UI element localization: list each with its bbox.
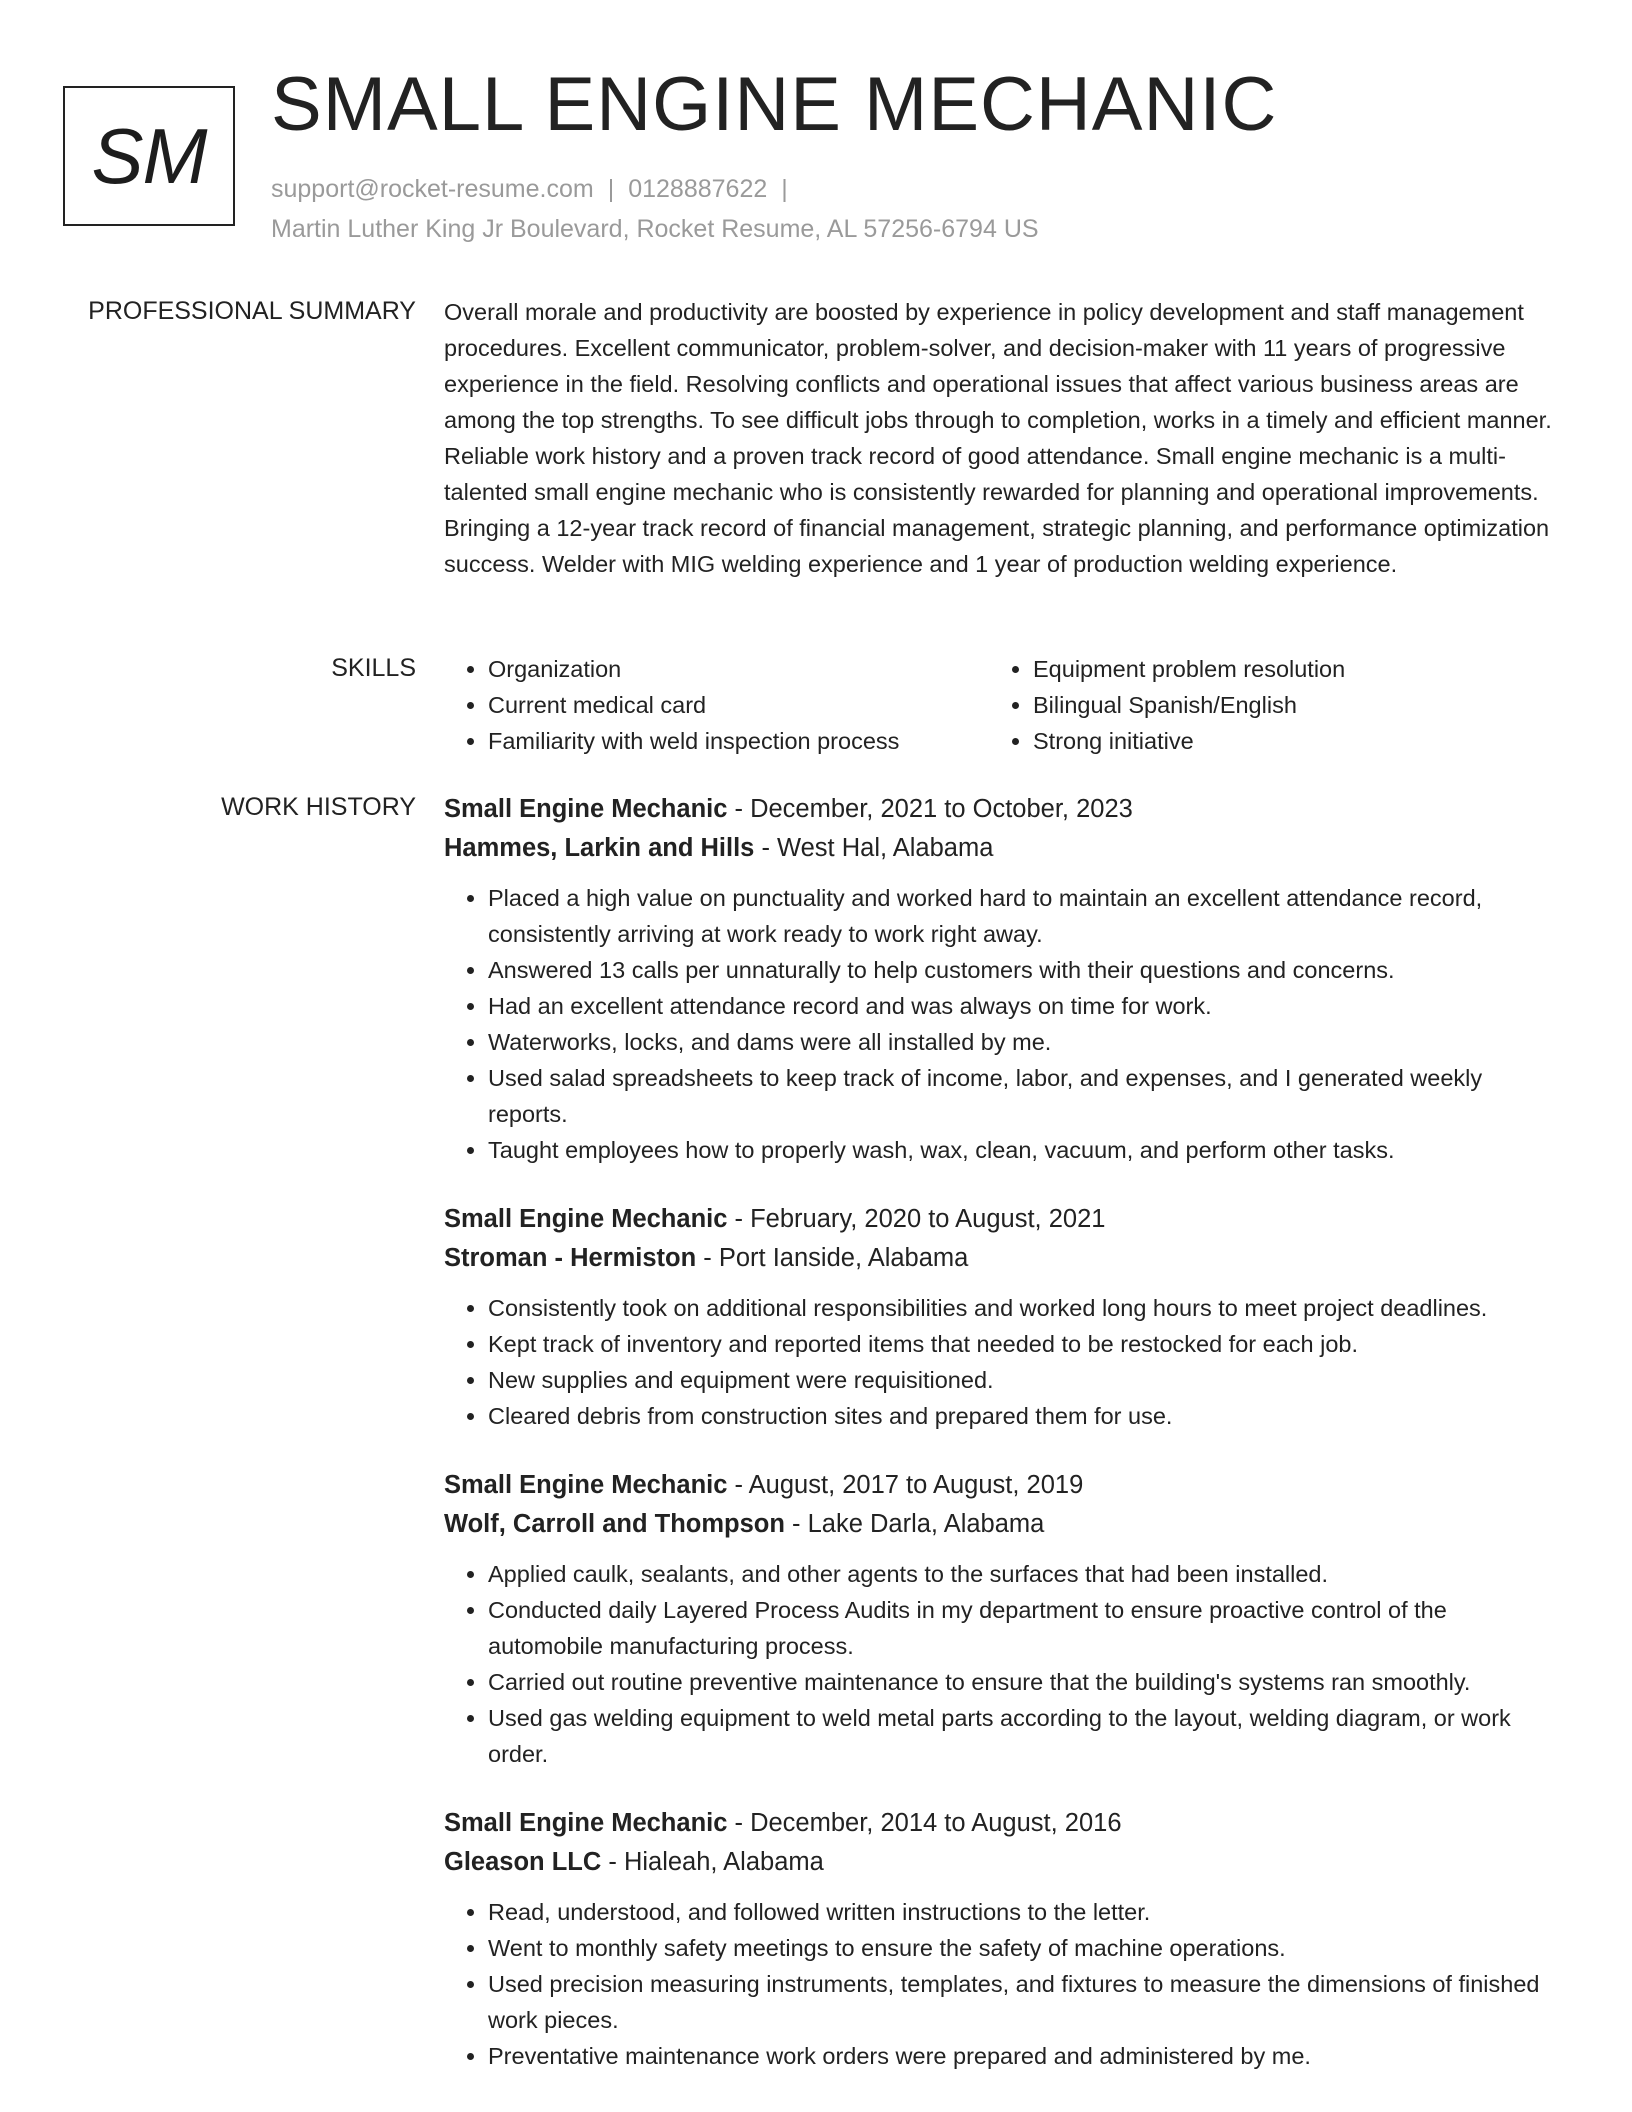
job-title-line (444, 1466, 1556, 1505)
skill-item: • Bilingual Spanish/English (1033, 687, 1534, 723)
skills-body (444, 651, 1556, 759)
job-duties (444, 1290, 1556, 1434)
duty-item: • Had an excellent attendance record and was always on time for work. (488, 988, 1556, 1024)
resume-header (63, 60, 1563, 260)
skills-heading: SKILLS (331, 654, 416, 682)
summary-body (444, 294, 1556, 582)
skill-item: • Strong initiative (1033, 723, 1534, 759)
skill-item: • Organization (488, 651, 989, 687)
address-line: Martin Luther King Jr Boulevard, Rocket Resume, AL 57256-6794 US (271, 215, 1039, 243)
job-company: Hammes, Larkin and Hills (444, 834, 755, 862)
phone-number[interactable]: 0128887622 (628, 175, 768, 203)
contact-separator: | (607, 175, 615, 203)
job-entry (444, 1200, 1556, 1434)
job-role: Small Engine Mechanic (444, 1471, 728, 1499)
job-duties (444, 1556, 1556, 1772)
duty-item: • Went to monthly safety meetings to ensure the safety of machine operations. (488, 1930, 1556, 1966)
work-history-heading: WORK HISTORY (221, 793, 416, 821)
duty-item: • Used precision measuring instruments, templates, and fixtures to measure the dimensions of finished work pieces. (488, 1966, 1556, 2038)
job-company: Stroman - Hermiston (444, 1244, 697, 1272)
job-role: Small Engine Mechanic (444, 1809, 728, 1837)
job-dates: - August, 2017 to August, 2019 (727, 1471, 1084, 1499)
job-location: - Lake Darla, Alabama (784, 1510, 1045, 1538)
skill-item: • Current medical card (488, 687, 989, 723)
job-role: Small Engine Mechanic (444, 795, 728, 823)
job-company-line (444, 1239, 1556, 1278)
duty-item: • Conducted daily Layered Process Audits in my department to ensure proactive control of the automobile manufacturing process. (488, 1592, 1556, 1664)
job-location: - Hialeah, Alabama (601, 1848, 824, 1876)
duty-item: • Answered 13 calls per unnaturally to help customers with their questions and concerns. (488, 952, 1556, 988)
email-link[interactable]: support@rocket-resume.com (271, 175, 594, 203)
job-dates: - February, 2020 to August, 2021 (727, 1205, 1106, 1233)
skills-list-right (989, 651, 1534, 759)
monogram-logo: SM (63, 86, 235, 226)
job-dates: - December, 2021 to October, 2023 (727, 795, 1133, 823)
duty-item: • Taught employees how to properly wash, wax, clean, vacuum, and perform other tasks. (488, 1132, 1556, 1168)
job-duties (444, 880, 1556, 1168)
duty-item: • Preventative maintenance work orders were prepared and administered by me. (488, 2038, 1556, 2074)
skill-item: • Familiarity with weld inspection process (488, 723, 989, 759)
duty-item: • Consistently took on additional responsibilities and worked long hours to meet project deadlines. (488, 1290, 1556, 1326)
job-duties (444, 1894, 1556, 2074)
job-company-line (444, 829, 1556, 868)
duty-item: • Read, understood, and followed written instructions to the letter. (488, 1894, 1556, 1930)
job-company: Gleason LLC (444, 1848, 602, 1876)
job-dates: - December, 2014 to August, 2016 (727, 1809, 1122, 1837)
duty-item: • Kept track of inventory and reported items that needed to be restocked for each job. (488, 1326, 1556, 1362)
contact-separator: | (781, 175, 788, 203)
job-location: - Port Ianside, Alabama (696, 1244, 969, 1272)
job-company: Wolf, Carroll and Thompson (444, 1510, 785, 1538)
duty-item: • New supplies and equipment were requisitioned. (488, 1362, 1556, 1398)
job-entry (444, 1466, 1556, 1772)
duty-item: • Used salad spreadsheets to keep track of income, labor, and expenses, and I generated weekly reports. (488, 1060, 1556, 1132)
duty-item: • Carried out routine preventive maintenance to ensure that the building's systems ran smoothly. (488, 1664, 1556, 1700)
duty-item: • Waterworks, locks, and dams were all installed by me. (488, 1024, 1556, 1060)
job-entry (444, 790, 1556, 1168)
job-title-line (444, 1804, 1556, 1843)
job-title-line (444, 790, 1556, 829)
duty-item: • Applied caulk, sealants, and other agents to the surfaces that had been installed. (488, 1556, 1556, 1592)
work-history-body (444, 790, 1556, 2106)
job-location: - West Hal, Alabama (754, 834, 994, 862)
summary-text: Overall morale and productivity are boosted by experience in policy development and staff management procedures. Excellent communicator, problem-solver, and decision-maker with 11 years of progressive experience in the field. Resolving conflicts and operational issues that affect various business areas are among the top strengths. To see difficult jobs through to completion, works in a timely and efficient manner. Reliable work history and a proven track record of good attendance. Small engine mechanic is a multi-talented small engine mechanic who is consistently rewarded for planning and operational improvements. Bringing a 12-year track record of financial management, strategic planning, and performance optimization success. Welder with MIG welding experience and 1 year of production welding experience. (444, 299, 1552, 577)
job-company-line (444, 1505, 1556, 1544)
summary-heading: PROFESSIONAL SUMMARY (88, 297, 416, 325)
page-title: SMALL ENGINE MECHANIC (271, 62, 1278, 147)
job-entry (444, 1804, 1556, 2074)
job-title-line (444, 1200, 1556, 1239)
job-role: Small Engine Mechanic (444, 1205, 728, 1233)
duty-item: • Used gas welding equipment to weld metal parts according to the layout, welding diagram, or work order. (488, 1700, 1556, 1772)
skill-item: • Equipment problem resolution (1033, 651, 1534, 687)
duty-item: • Placed a high value on punctuality and worked hard to maintain an excellent attendance record, consistently arriving at work ready to work right away. (488, 880, 1556, 952)
skills-list-left (444, 651, 989, 759)
contact-line (271, 172, 802, 206)
duty-item: • Cleared debris from construction sites and prepared them for use. (488, 1398, 1556, 1434)
job-company-line (444, 1843, 1556, 1882)
